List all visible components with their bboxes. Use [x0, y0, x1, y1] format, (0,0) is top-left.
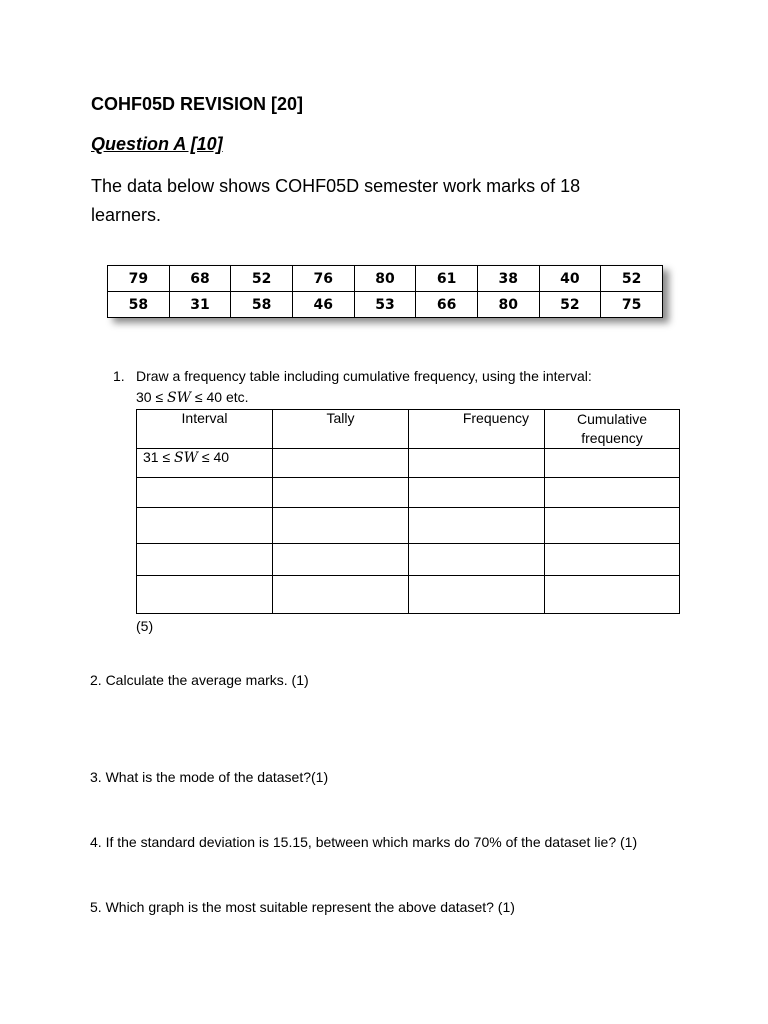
interval-cell [137, 544, 273, 576]
cumulative-cell [545, 576, 680, 614]
mark-cell: 40 [539, 266, 601, 292]
mark-cell: 52 [601, 266, 663, 292]
tally-cell [273, 576, 409, 614]
mark-cell: 31 [169, 292, 231, 318]
frequency-cell [409, 449, 545, 478]
question-1-interval [136, 387, 249, 409]
question-1-number: 1. [113, 368, 125, 384]
interval-prefix: 31 ≤ [143, 449, 175, 465]
mark-cell: 38 [477, 266, 539, 292]
cumulative-cell [545, 478, 680, 508]
question-5: 5. Which graph is the most suitable represent the above dataset? (1) [90, 899, 515, 915]
mark-cell: 75 [601, 292, 663, 318]
cumulative-cell [545, 449, 680, 478]
question-3: 3. What is the mode of the dataset?(1) [90, 769, 329, 785]
mark-cell: 52 [539, 292, 601, 318]
mark-cell: 58 [108, 292, 170, 318]
interval-variable: SW [167, 390, 192, 406]
question-2: 2. Calculate the average marks. (1) [90, 672, 309, 688]
tally-cell [273, 449, 409, 478]
frequency-table-header [137, 410, 680, 449]
header-tally: Tally [273, 410, 409, 449]
header-cumulative-frequency: Cumulative frequency [545, 410, 680, 449]
cumulative-cell [545, 544, 680, 576]
marks-row [108, 292, 663, 318]
marks-row [108, 266, 663, 292]
header-interval: Interval [137, 410, 273, 449]
header-frequency: Frequency [409, 410, 545, 449]
frequency-cell [409, 544, 545, 576]
question-4: 4. If the standard deviation is 15.15, between which marks do 70% of the dataset lie? (1) [90, 834, 638, 850]
table-row [137, 478, 680, 508]
mark-cell: 80 [477, 292, 539, 318]
interval-cell [137, 508, 273, 544]
table-row [137, 576, 680, 614]
mark-cell: 58 [231, 292, 293, 318]
table-row [137, 449, 680, 478]
interval-cell [137, 449, 273, 478]
frequency-cell [409, 508, 545, 544]
cumulative-cell [545, 508, 680, 544]
interval-variable: SW [174, 450, 199, 466]
mark-cell: 79 [108, 266, 170, 292]
interval-suffix: ≤ 40 [198, 449, 230, 465]
frequency-cell [409, 576, 545, 614]
mark-cell: 46 [292, 292, 354, 318]
mark-cell: 52 [231, 266, 293, 292]
mark-cell: 61 [416, 266, 478, 292]
mark-cell: 53 [354, 292, 416, 318]
intro-paragraph: The data below shows COHF05D semester work marks of 18 learners. [91, 176, 581, 225]
interval-prefix: 30 ≤ [136, 389, 168, 405]
frequency-table [136, 409, 680, 614]
mark-cell: 66 [416, 292, 478, 318]
marks-table-container [107, 265, 663, 318]
interval-cell [137, 478, 273, 508]
table-row [137, 544, 680, 576]
interval-suffix: ≤ 40 etc. [191, 389, 249, 405]
mark-cell: 76 [292, 266, 354, 292]
mark-cell: 68 [169, 266, 231, 292]
tally-cell [273, 478, 409, 508]
tally-cell [273, 544, 409, 576]
question-1-text: Draw a frequency table including cumulative frequency, using the interval: [136, 368, 592, 384]
question-heading: Question A [10] [91, 134, 223, 154]
question-1-marks: (5) [136, 618, 154, 634]
interval-cell [137, 576, 273, 614]
table-row [137, 508, 680, 544]
marks-table [107, 265, 663, 318]
mark-cell: 80 [354, 266, 416, 292]
frequency-cell [409, 478, 545, 508]
tally-cell [273, 508, 409, 544]
document-title: COHF05D REVISION [20] [91, 94, 304, 114]
